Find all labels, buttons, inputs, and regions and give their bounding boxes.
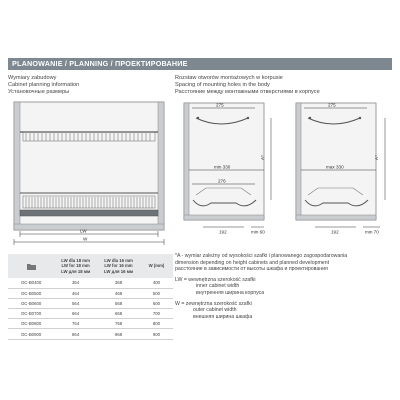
cell-lw18: 364 bbox=[72, 280, 80, 286]
table-row bbox=[8, 288, 173, 298]
note-w bbox=[175, 301, 395, 321]
cell-lw16: 368 bbox=[114, 280, 123, 286]
dim-min-60: min 60 bbox=[251, 229, 265, 235]
table-header-row bbox=[8, 254, 173, 278]
note-line: LW = wewnętrzna szerokość szafki bbox=[175, 276, 256, 283]
cell-w: 600 bbox=[152, 300, 161, 306]
cell-lw16: 668 bbox=[114, 311, 123, 317]
info-en: Spacing of mounting holes in the body bbox=[175, 82, 270, 88]
cell-lw16: 868 bbox=[114, 331, 123, 337]
cell-lw16: 468 bbox=[114, 290, 123, 296]
lw-dimension-label: LW bbox=[80, 228, 87, 234]
dim-min-70: min 70 bbox=[365, 229, 379, 235]
note-line: outer cabinet width bbox=[193, 307, 237, 314]
side-view-min-330 bbox=[176, 100, 276, 245]
front-view-drawing bbox=[8, 100, 173, 250]
cell-code: OC-B0900 bbox=[20, 331, 42, 337]
dim-192: 192 bbox=[331, 229, 339, 235]
dim-a: A* bbox=[374, 155, 379, 160]
banner-title: PLANOWANIE / PLANNING / ПРОЕКТИРОВАНИЕ bbox=[12, 59, 188, 68]
side-view-max-330 bbox=[288, 100, 393, 245]
cell-code: OC-B0800 bbox=[20, 321, 42, 327]
dim-276: 276 bbox=[218, 178, 226, 184]
dimension-notes bbox=[175, 253, 395, 324]
cell-lw18: 664 bbox=[72, 311, 80, 317]
cell-w: 900 bbox=[152, 331, 161, 337]
cell-lw16: 768 bbox=[114, 321, 123, 327]
dim-192: 192 bbox=[219, 229, 227, 235]
cell-code: OC-B0500 bbox=[20, 290, 42, 296]
col-w-mm: W (mm) bbox=[148, 263, 165, 269]
table-row bbox=[8, 298, 173, 308]
cell-lw18: 764 bbox=[72, 321, 80, 327]
note-a bbox=[175, 253, 395, 273]
cabinet-planning-info bbox=[8, 75, 79, 96]
note-line: W = zewnętrzna szerokość szafki bbox=[175, 300, 252, 307]
info-en: Cabinet planning information bbox=[8, 82, 80, 88]
col-lw-18: LW dla 18 mm LW for 18 mm LW для 18 мм bbox=[61, 257, 91, 274]
cell-lw18: 864 bbox=[72, 331, 80, 337]
cell-lw18: 564 bbox=[72, 300, 80, 306]
table-row bbox=[8, 278, 173, 288]
col-lw-16: LW dla 16 mm LW for 16 mm LW для 16 мм bbox=[103, 257, 134, 274]
table-row bbox=[8, 319, 173, 329]
dim-a: A* bbox=[260, 155, 265, 160]
cell-w: 700 bbox=[152, 311, 161, 317]
dimension-table bbox=[8, 254, 173, 340]
cell-code: OC-B0600 bbox=[20, 300, 42, 306]
folder-icon bbox=[27, 263, 36, 270]
cell-w: 800 bbox=[152, 321, 161, 327]
dim-275: 275 bbox=[216, 102, 224, 108]
cell-lw16: 568 bbox=[114, 300, 123, 306]
cell-lw18: 464 bbox=[72, 290, 80, 296]
note-lw bbox=[175, 277, 395, 297]
note-line: внутренняя ширина корпуса bbox=[196, 289, 265, 296]
cell-code: OC-B0700 bbox=[20, 311, 42, 317]
info-pl: Rozstaw otworów montażowych w korpusie bbox=[175, 75, 283, 81]
dim-275: 275 bbox=[328, 102, 336, 108]
cell-w: 500 bbox=[152, 290, 161, 296]
planning-banner bbox=[8, 58, 392, 70]
info-pl: Wymiary zabudowy bbox=[8, 75, 57, 81]
table-row bbox=[8, 309, 173, 319]
note-line: *A - wymiar zależny od wysokości szafki i planowanego zagospodarowania bbox=[175, 253, 348, 259]
note-line: внешняя ширина шкафа bbox=[193, 313, 253, 320]
w-dimension-label: W bbox=[83, 236, 88, 242]
note-line: dimension depending on height cabinets and planned development bbox=[175, 259, 330, 266]
note-line: inner cabinet width bbox=[196, 283, 240, 290]
note-line: расстояние в зависимости от высоты шкафа и проектирования bbox=[175, 266, 328, 273]
info-ru: Установочные размеры bbox=[8, 89, 70, 95]
cell-code: OC-B0400 bbox=[20, 280, 42, 286]
table-row bbox=[8, 329, 173, 339]
mounting-holes-info bbox=[175, 75, 320, 96]
dim-min-330: min 330 bbox=[214, 164, 231, 170]
cell-w: 400 bbox=[152, 280, 161, 286]
info-ru: Расстояние между монтажными отверстиями в корпусе bbox=[175, 89, 320, 95]
dim-max-330: max 330 bbox=[326, 164, 344, 170]
